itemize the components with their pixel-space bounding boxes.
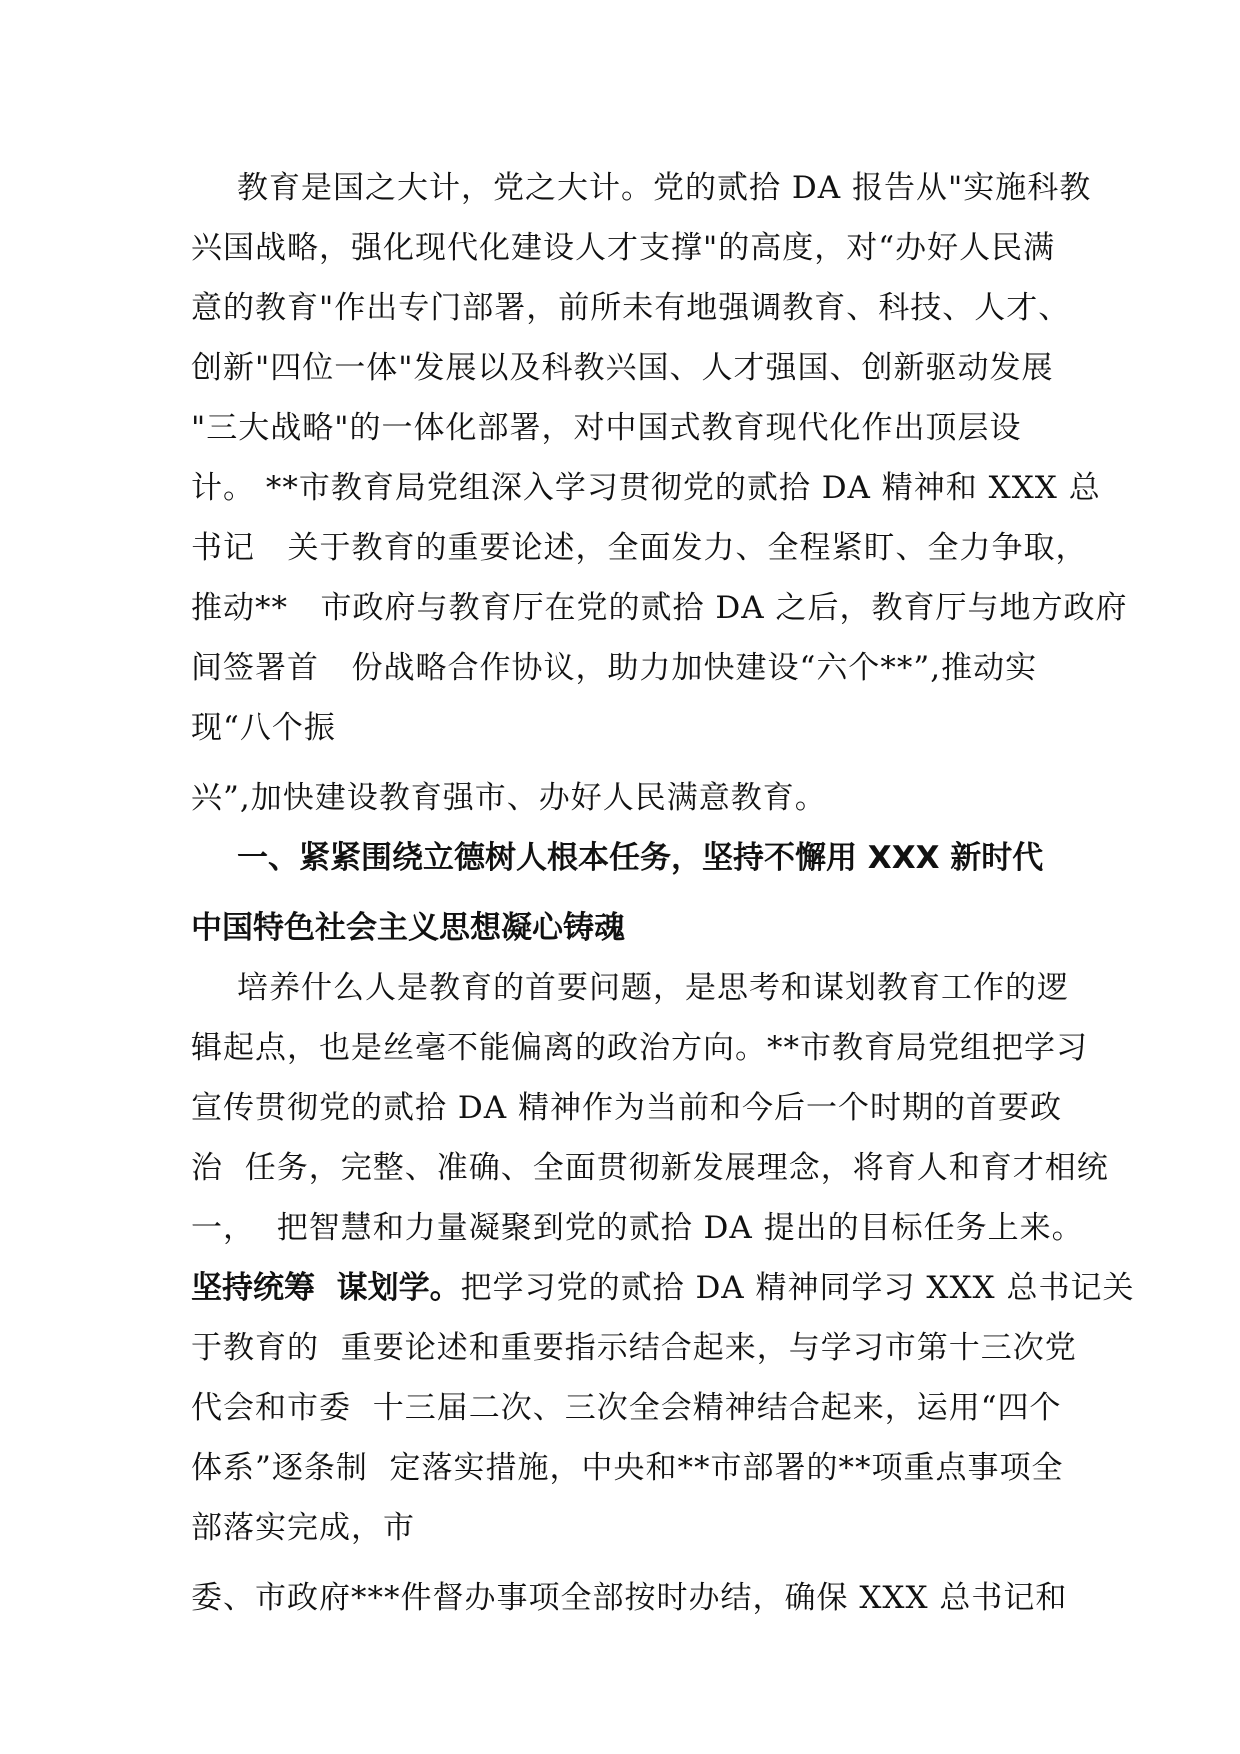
paragraph-line: 兴”,加快建设教育强市、办好人民满意教育。: [191, 780, 827, 816]
section-heading-line-2: 中国特色社会主义思想凝心铸魂: [191, 910, 625, 946]
paragraph-line: 书记 关于教育的重要论述，全面发力、全程紧盯、全力争取，: [191, 530, 1088, 566]
paragraph-line: 一， 把智慧和力量凝聚到党的贰拾 DA 提出的目标任务上来。: [191, 1210, 1084, 1246]
paragraph-text: 把学习党的贰拾 DA 精神同学习 XXX 总书记关: [460, 1270, 1135, 1306]
paragraph-line: 意的教育"作出专门部署，前所未有地强调教育、科技、人才、: [191, 290, 1071, 326]
paragraph-line: 兴国战略，强化现代化建设人才支撑"的高度，对“办好人民满: [191, 230, 1056, 266]
paragraph-line: 创新"四位一体"发展以及科教兴国、人才强国、创新驱动发展: [191, 350, 1054, 386]
paragraph-line: 部落实完成，市: [191, 1510, 415, 1546]
paragraph-line: 治 任务，完整、准确、全面贯彻新发展理念，将育人和育才相统: [191, 1150, 1109, 1186]
paragraph-line: 体系”逐条制 定落实措施，中央和**市部署的**项重点事项全: [191, 1450, 1064, 1486]
section-heading-line-1: 一、紧紧围绕立德树人根本任务，坚持不懈用 XXX 新时代: [237, 840, 1044, 876]
paragraph-lead: 坚持统筹 谋划学。: [191, 1270, 461, 1306]
paragraph-line: 培养什么人是教育的首要问题，是思考和谋划教育工作的逻: [237, 970, 1069, 1006]
paragraph-line: 教育是国之大计，党之大计。党的贰拾 DA 报告从"实施科教: [237, 170, 1092, 206]
paragraph-line: 计。 **市教育局党组深入学习贯彻党的贰拾 DA 精神和 XXX 总: [191, 470, 1101, 506]
paragraph-line: 于教育的 重要论述和重要指示结合起来，与学习市第十三次党: [191, 1330, 1077, 1366]
paragraph-line: [191, 1268, 1134, 1308]
paragraph-line: 委、市政府***件督办事项全部按时办结，确保 XXX 总书记和: [191, 1580, 1068, 1616]
paragraph-line: 辑起点，也是丝毫不能偏离的政治方向。**市教育局党组把学习: [191, 1030, 1088, 1066]
paragraph-line: 宣传贯彻党的贰拾 DA 精神作为当前和今后一个时期的首要政: [191, 1090, 1062, 1126]
paragraph-line: 现“八个振: [191, 710, 336, 746]
paragraph-line: "三大战略"的一体化部署，对中国式教育现代化作出顶层设: [191, 410, 1022, 446]
paragraph-line: 代会和市委 十三届二次、三次全会精神结合起来，运用“四个: [191, 1390, 1062, 1426]
paragraph-line: 推动** 市政府与教育厅在党的贰拾 DA 之后，教育厅与地方政府: [191, 590, 1128, 626]
paragraph-line: 间签署首 份战略合作协议，助力加快建设“六个**”,推动实: [191, 650, 1038, 686]
